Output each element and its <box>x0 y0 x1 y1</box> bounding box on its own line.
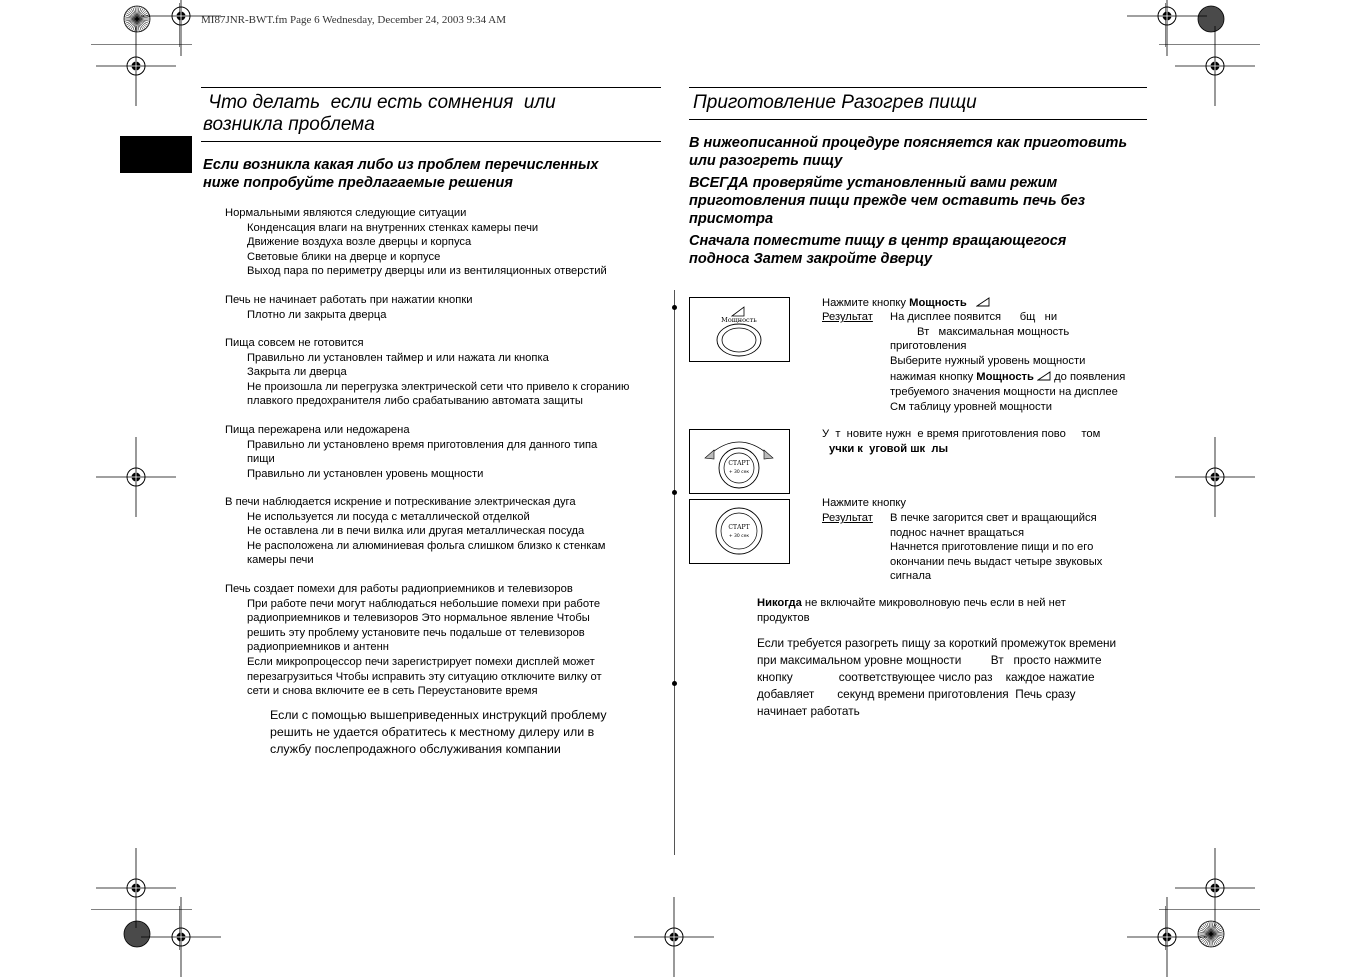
step1-result-line: На дисплее появится бщ ни <box>890 311 1058 323</box>
step1-result-line: Выберите нужный уровень мощности <box>890 354 1086 367</box>
problem-heading: Нормальными являются следующие ситуации <box>225 207 467 219</box>
crosshair-mark <box>96 437 176 517</box>
problem-item: Если микропроцессор печи зарегистрирует помехи дисплей может <box>247 655 595 668</box>
dial-drawing <box>690 430 789 493</box>
problem-item: Не оставлена ли в печи вилка или другая металлическая посуда <box>247 525 585 538</box>
right-intro-line: присмотра <box>689 211 774 227</box>
right-intro <box>689 134 1127 268</box>
problem-heading: Пища пережарена или недожарена <box>225 424 410 436</box>
problem-item: Правильно ли установлен уровень мощности <box>247 467 484 480</box>
section-tab <box>120 136 192 173</box>
step2-line: учки к уговой шк лы <box>829 442 949 455</box>
step1-result-line: См таблицу уровней мощности <box>890 400 1052 413</box>
reheat-line: при максимальном уровне мощности Вт просто нажмите <box>757 653 1102 667</box>
step3-result-line: В печке загорится свет и вращающийся <box>890 512 1097 524</box>
start-label: СТАРТ <box>728 524 750 531</box>
contact-line: решить не удается обратитесь к местному дилеру или в <box>270 725 595 739</box>
warning-note <box>757 596 1066 625</box>
start-button-drawing <box>690 500 789 563</box>
left-title <box>203 92 556 136</box>
step3-result-line: Начнется приготовление пищи и по его <box>890 541 1094 554</box>
step1-press-text: Нажмите кнопку <box>822 297 910 309</box>
step1-result-line: Вт максимальная мощность <box>917 325 1070 338</box>
reheat-note <box>757 635 1116 720</box>
start-label: СТАРТ <box>728 460 750 467</box>
problem-heading: Пища совсем не готовится <box>225 337 364 349</box>
problem-item: перезагрузиться Чтобы исправить эту ситуацию отключите вилку от <box>247 670 602 683</box>
warning-rest: не включайте микроволновую печь если в ней нет <box>801 597 1066 609</box>
problem-item: решить эту проблему установите печь подальше от телевизоров <box>247 626 585 639</box>
problem-item: Не используется ли посуда с металлической отделкой <box>247 510 530 523</box>
right-intro-line: В нижеописанной процедуре поясняется как приготовить <box>689 135 1128 151</box>
right-intro-line: или разогреть пищу <box>689 153 843 169</box>
start-sub-label: + 30 сек <box>728 534 750 539</box>
step1-result-label: Результат <box>822 311 873 323</box>
problem-group <box>225 206 607 279</box>
warning-line <box>757 596 1066 611</box>
step3-result-line: поднос начнет вращаться <box>890 526 1025 539</box>
left-intro-line: Если возникла какая либо из проблем перечисленных <box>203 157 599 173</box>
problem-item: сети и снова включите ее в сеть Переустановите время <box>247 685 538 698</box>
start-button-illustration <box>689 499 790 564</box>
step1-power-label: Мощность <box>909 297 967 309</box>
crosshair-mark <box>634 897 714 977</box>
right-intro-line: Сначала поместите пищу в центр вращающегося <box>689 233 1067 249</box>
right-intro-line: ВСЕГДА проверяйте установленный вами режим <box>689 175 1058 191</box>
step3-instruction: Нажмите кнопку <box>822 497 907 509</box>
problem-item: Плотно ли закрыта дверца <box>247 308 387 321</box>
power-button-illustration <box>689 297 790 362</box>
margin-dot <box>672 681 677 686</box>
problem-item: Выход пара по периметру дверцы или из вентиляционных отверстий <box>247 265 607 278</box>
step1-r5c: до появления <box>1051 371 1126 384</box>
step1-r5a: нажимая кнопку <box>890 371 977 384</box>
left-title-line: Что делать если есть сомнения или <box>203 92 556 113</box>
contact-line: службу послепродажного обслуживания компании <box>270 742 561 756</box>
crosshair-mark <box>141 897 221 977</box>
right-intro-line: приготовления пищи прежде чем оставить печь без <box>689 193 1086 209</box>
right-title: Приготовление Разогрев пищи <box>693 92 977 113</box>
problem-group <box>225 336 629 409</box>
margin-dot <box>672 305 677 310</box>
contact-note <box>270 707 607 758</box>
problem-item: Движение воздуха возле дверцы и корпуса <box>247 236 472 249</box>
file-header: MI87JNR-BWT.fm Page 6 Wednesday, December 24, 2003 9:34 AM <box>201 14 507 26</box>
power-button-label: Мощность <box>721 316 757 324</box>
reheat-line: начинает работать <box>757 704 860 718</box>
title-rule-bottom <box>201 141 661 142</box>
step3-result-line: окончании печь выдаст четыре звуковых <box>890 555 1103 568</box>
right-intro-line: подноса Затем закройте дверцу <box>689 251 933 267</box>
step1-result-line: приготовления <box>890 340 967 353</box>
reheat-line: Если требуется разогреть пищу за короткий промежуток времени <box>757 636 1117 650</box>
step1-r5b: Мощность <box>976 371 1034 384</box>
step2-line: У т новите нужн е время приготовления пово том <box>822 428 1101 440</box>
step3-result-line: сигнала <box>890 570 932 583</box>
problem-item: Не расположена ли алюминиевая фольга слишком близко к стенкам <box>247 539 606 552</box>
power-triangle-icon <box>1037 371 1051 381</box>
crosshair-mark <box>1175 437 1255 517</box>
problem-item: Световые блики на дверце и корпусе <box>247 250 441 263</box>
problem-item: радиоприемников и антенн <box>247 641 389 654</box>
step3-result-label: Результат <box>822 512 873 524</box>
reheat-line: добавляет секунд времени приготовления Печь сразу <box>757 687 1076 701</box>
dial-illustration <box>689 429 790 494</box>
problem-item: Не произошла ли перегрузка электрической сети что привело к сгоранию <box>247 380 630 393</box>
problem-item: Правильно ли установлен таймер и или нажата ли кнопка <box>247 351 549 364</box>
step1-result <box>890 310 1125 414</box>
problem-group <box>225 293 472 322</box>
warning-bold: Никогда <box>757 597 802 609</box>
problem-item: плавкого предохранителя либо срабатыванию автомата защиты <box>247 395 583 408</box>
contact-line: Если с помощью вышеприведенных инструкций проблему <box>270 708 607 722</box>
problem-group <box>225 495 605 568</box>
power-triangle-icon <box>976 297 990 307</box>
crosshair-mark <box>96 26 176 106</box>
reheat-line: кнопку соответствующее число раз каждое нажатие <box>757 670 1095 684</box>
power-button-drawing <box>690 298 789 361</box>
problem-heading: В печи наблюдается искрение и потрескивание электрическая дуга <box>225 496 576 508</box>
title-rule-top <box>689 87 1147 88</box>
warning-line: продуктов <box>757 611 810 624</box>
crosshair-mark <box>1127 897 1207 977</box>
left-intro <box>203 156 598 192</box>
problem-group <box>225 423 597 481</box>
step1-result-line <box>890 370 1125 385</box>
crosshair-mark <box>1175 26 1255 106</box>
margin-dot <box>672 490 677 495</box>
problem-item: радиоприемников и телевизоров Это нормальное явление Чтобы <box>247 612 590 625</box>
left-intro-line: ниже попробуйте предлагаемые решения <box>203 175 513 191</box>
problem-item: Конденсация влаги на внутренних стенках камеры печи <box>247 221 539 234</box>
title-rule-top <box>201 87 661 88</box>
problem-item: Закрыта ли дверца <box>247 366 347 379</box>
problem-item: пищи <box>247 453 275 466</box>
problem-heading: Печь создает помехи для работы радиоприемников и телевизоров <box>225 583 573 595</box>
left-title-line: возникла проблема <box>203 114 375 135</box>
title-rule-bottom <box>689 119 1147 120</box>
step3-result <box>890 511 1102 584</box>
step2-instruction <box>822 427 1100 456</box>
start-sub-label: + 30 сек <box>728 470 750 475</box>
problem-item: Правильно ли установлено время приготовления для данного типа <box>247 438 598 451</box>
problem-item: При работе печи могут наблюдаться небольшие помехи при работе <box>247 597 601 610</box>
step1-result-line: требуемого значения мощности на дисплее <box>890 385 1118 398</box>
problem-item: камеры печи <box>247 554 314 567</box>
column-divider <box>674 290 675 855</box>
problem-heading: Печь не начинает работать при нажатии кнопки <box>225 294 473 306</box>
problem-group <box>225 582 602 699</box>
step1-instruction <box>822 296 990 311</box>
